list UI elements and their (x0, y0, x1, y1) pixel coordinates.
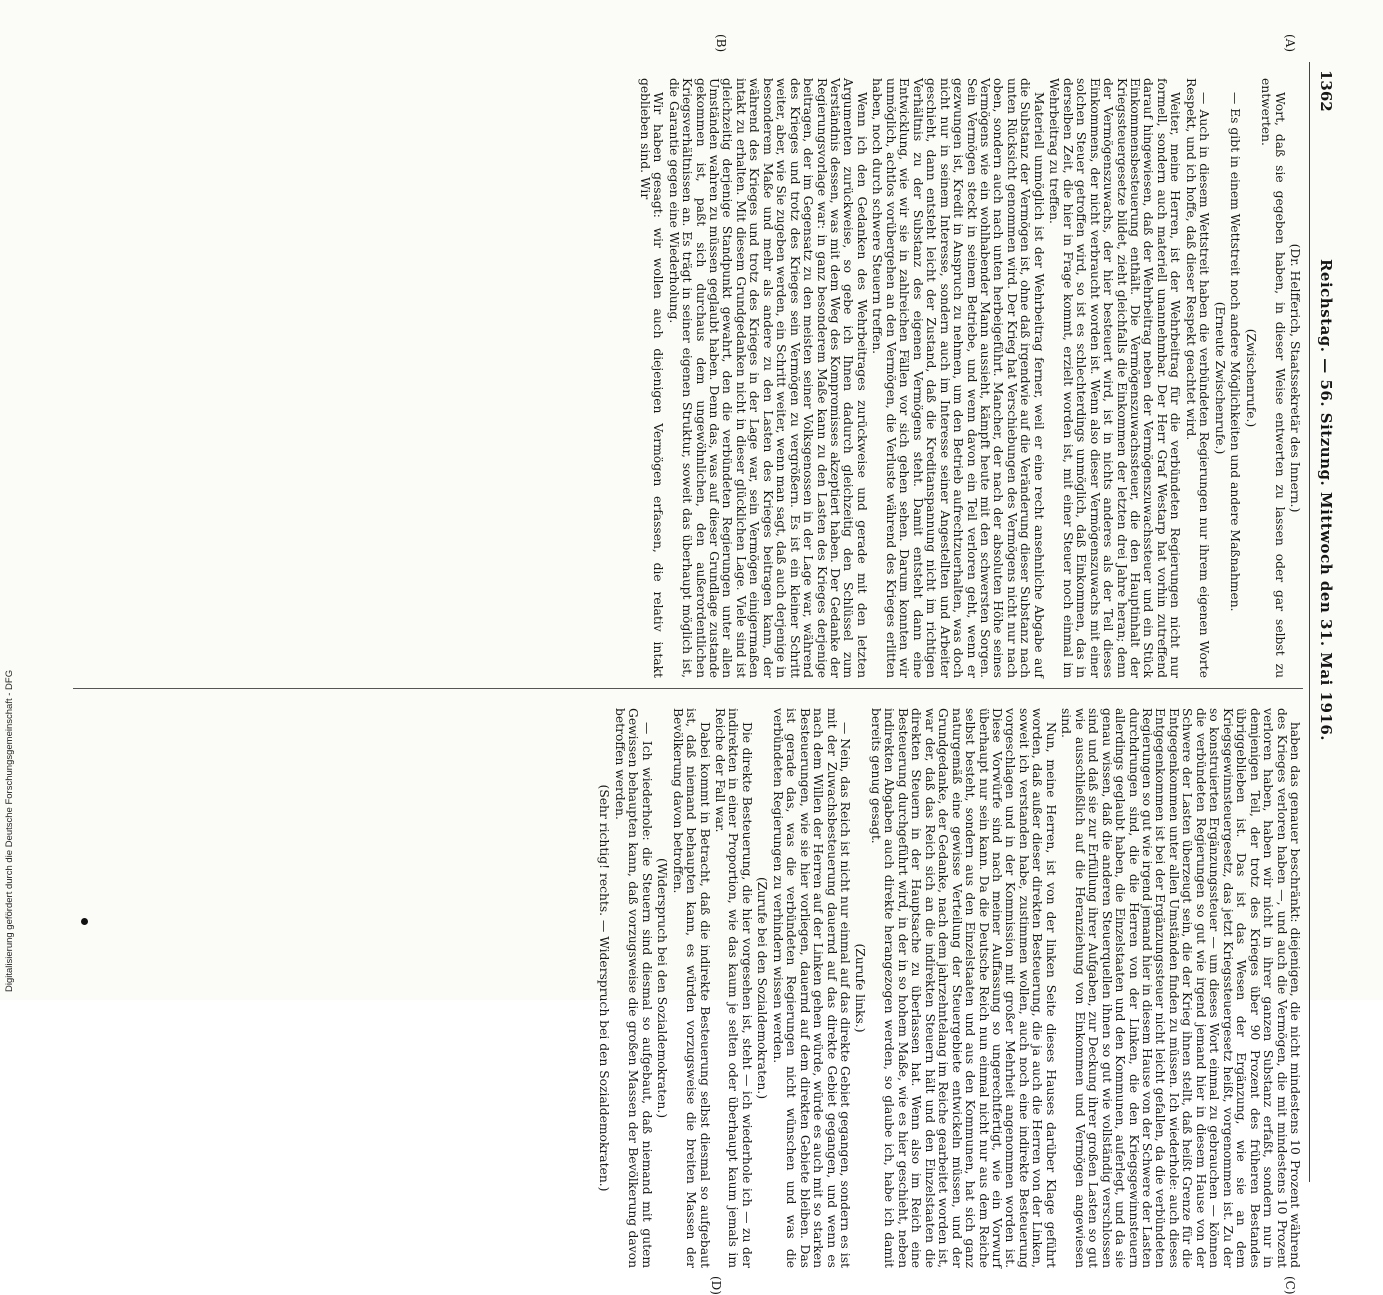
paragraph: — Ich wiederhole: die Steuern sind diesmal so aufgebaut, daß niemand mit gutem Gewissen behaupten kann, daß vorzugsweise die großen Massen der Bevölkerung davon betroffen werden. (612, 708, 654, 1268)
paragraph: Dabei kommt in Betracht, daß die indirekte Besteuerung selbst diesmal so aufgebaut ist, daß niemand behaupten kann, es würden vorzugsweise die breiten Massen der Bevölkerung davon betroffen. (670, 708, 712, 1268)
paragraph: Wort, daß sie gegeben haben, in dieser Weise entwerten zu lassen oder gar selbst zu entwerten. (1259, 78, 1287, 678)
paragraph: (Zurufe links.) (853, 943, 868, 1033)
paragraph: (Zurufe bei den Sozialdemokraten.) (755, 877, 770, 1099)
paragraph: (Erneute Zwischenrufe.) (1212, 301, 1227, 455)
paragraph: Nun, meine Herren, ist von der linken Seite dieses Hauses darüber Klage geführt worden, daß außer dieser direkten Besteuerung, die ja auch die Herren von der Linken, soweit ich verstanden habe, zustimmen wollen, auch noch eine indirekte Besteuerung vorgeschlagen und in der Kommission mit großer Mehrheit angenommen worden ist. Diese Vorwürfe sind nach meiner Auffassung so ungerechtfertigt, wie ein Vorwurf überhaupt nur sein kann. Da die Deutsche Reich nun einmal nicht nur aus dem Reiche selbst besteht, sondern aus den Einzelstaaten und aus den Kommunen, hat sich ganz naturgemäß eine gewisse Verteilung der Steuergebiete entwickeln müssen, und der Grundgedanke, der Gedanke, nach dem jahrzehntelang im Reiche gearbeitet worden ist, war der, daß das Reich sich an die indirekten Steuern hält und den Einzelstaaten die direkten Steuern in der Hauptsache zu überlassen hat. Wenn also im Reich eine Besteuerung durchgeführt wird, in der in so hohem Maße, wie es hier geschieht, neben indirekten Abgaben auch direkte herangezogen werden, so glaube ich, habe ich damit bereits genug gesagt. (868, 708, 1058, 1268)
margin-marker-a: (A) (1283, 34, 1297, 53)
paragraph: — Auch in diesem Wettstreit haben die verbündeten Regierungen nur ihrem eigenen Worte Respekt, und ich hoffe, daß dieser Respekt geachtet wird. (1183, 78, 1212, 678)
paragraph: (Widerspruch bei den Sozialdemokraten.) (655, 857, 670, 1119)
margin-marker-d: (D) (709, 1276, 723, 1295)
paragraph: (Zwischenrufe.) (1243, 328, 1258, 428)
footer-credit: Digitalisierung gefördert durch die Deutsche Forschungsgemeinschaft - DFG (4, 669, 15, 992)
margin-marker-c: (C) (1283, 1276, 1297, 1295)
paragraph: haben das genauer beschränkt: diejenigen, die nicht mindestens 10 Prozent während des Krieges verloren haben —, und auch die Vermögen, die mit mindestens 10 Prozent verloren haben, haben wir nicht in ihrer ganzen Substanz erfaßt, sondern nur in demjenigen Teil, der trotz des Krieges über 90 Prozent des früheren Bestandes übriggeblieben ist. Das ist das Wesen der Ergänzung, wie sie an dem Kriegsgewinnsteuergesetz, das jetzt Kriegssteuergesetz heißt, vorgenommen ist. Zu der so konstruierten Ergänzungssteuer — um dieses Wort einmal zu gebrauchen — können die verbündeten Regierungen so gut wie irgend jemand hier in diesem Hause von der Schwere der Lasten überzeugt sein, die der Krieg ihnen stellt, daß heißt Grenze für die Entgegenkommen unter allen Umständen finden zu müssen. Ich wiederhole: auch dieses Entgegenkommen ist bei der Ergänzungssteuer nicht leicht gefallen, da die verbündeten Regierungen so gut wie irgend jemand hier in diesem Hause von der Schwere der Lasten durchdrungen sind, die die Herren von der Linken, die den Kriegsgewinnsteuern allerdings geglaubt haben, die Einzelstaaten und den Kommunen, auferlegt, und da sie genau wissen, daß die anderen Steuerquellen ihnen so gut wie vollständig verschlossen sind und daß sie zur Erfüllung ihrer Aufgaben, zur Deckung ihrer großen Lasten so gut wie ausschließlich auf die Heranziehung von Einkommen und Vermögen angewiesen sind. (1059, 708, 1302, 1268)
paragraph: Materiell unmöglich ist der Wehrbeitrag ferner, weil er eine recht ansehnliche Abgabe auf die Substanz der Vermögen ist, ohne daß irgendwie auf die Veränderung dieser Substanz nach unten Rücksicht genommen wird. Der Krieg hat Verschiebungen des Vermögens nicht nur nach oben, sondern auch nach unten herbeigeführt. Mancher, der nach der absoluten Höhe seines Vermögens wie ein wohlhabender Mann aussieht, kämpft heute mit den schwersten Sorgen. Sein Vermögen steckt in seinem Betriebe, und wenn davon ein Teil verloren geht, wenn er gezwungen ist, Kredit in Anspruch zu nehmen, um den Betrieb aufrechtzuerhalten, was doch nicht nur in seinem Interesse, sondern auch im Interesse seiner Angestellten und Arbeiter geschieht, dann entsteht leicht der Zustand, daß die Kreditanspannung nicht im richtigen Verhältnis zu der Substanz des eigenen Vermögens steht. Damit entsteht dann eine Entwicklung, wie wir sie in zahlreichen Fällen vor sich gehen sehen. Darum konnten wir unmöglich, achtlos vorübergehen an den Vermögen, die Verluste während des Krieges erlitten haben, noch durch schwere Steuern treffen. (870, 78, 1046, 678)
header-rule (1309, 62, 1310, 1182)
page-title: Reichstag. — 56. Sitzung. Mittwoch den 31. Mai 1916. (1317, 258, 1335, 742)
paragraph: Weiter, meine Herren, ist der Wehrbeitrag für die verbündeten Regierungen nicht nur formell, sondern auch materiell unannehmbar. Der Herr Graf Westarp hat vorhin zutreffend darauf hingewiesen, daß der Wehrbeitrag neben der Vermögenszuwachssteuer und ein Stück Einkommensbesteuerung enthält. Die Vermögenszuwachssteuer, die den Hauptinhalt der Kriegssteuergesetze bildet, zieht gleichfalls die Einkommen der letzten drei Jahre heran; denn der Vermögenszuwachs, der hier besteuert wird, ist in nichts anderes als der Teil dieses Einkommens, der nicht verbraucht worden ist. Wenn also dieser Vermögenszuwachs mit einer solchen Steuer getroffen wird, so ist es schlechterdings unmöglich, daß Einkommen, das in derselben Zeit, die hier in Frage kommt, erzielt worden ist, mit einer Steuer noch einmal im Wehrbeitrag zu treffen. (1047, 78, 1183, 678)
paragraph: (Sehr richtig! rechts. — Widerspruch bei den Sozialdemokraten.) (597, 784, 612, 1192)
right-text-column (595, 708, 1301, 1268)
paragraph: Wenn ich den Gedanken des Wehrbeitrages zurückweise und gerade mit den letzten Argumenten zurückweise, so gebe ich Ihnen dadurch gleichzeitig den Schlüssel zum Verständnis dessen, was mit dem Weg des Kompromisses akzeptiert haben. Der Gedanke der Regierungsvorlage war: in ganz besonderem Maße kann zu den Lasten des Krieges derjenige beitragen, der im Gegensatz zu den meisten seiner Volksgenossen in der Lage war, während des Krieges und trotz des Krieges sein Vermögen zu vergrößern. Es ist ein kleiner Schritt weiter, aber, wie Sie zugeben werden, ein Schritt weiter, wenn man sagt, daß auch derjenige in besonderem Maße und mehr als andere zu den Lasten des Krieges beitragen kann, der während des Krieges und trotz des Krieges in der Lage war, sein Vermögen einigermaßen intakt zu erhalten. Mit diesem Grundgedanken nicht in dieser glücklichen Lage. Viele sind ist gleichzeitig derjenige Standpunkt gewahrt, den die verbündeten Regierungen unter allen Umständen wahren zu müssen geglaubt haben. Denn das, was auf dieser Grundlage zustande gekommen ist, paßt sich durchaus dem ungewöhnlichen, den außerordentlichen Kriegsverhältnissen an. Es trägt in seiner eigenen Struktur, soweit das überhaupt möglich ist, die Garantie gegen eine Wiederholung. (666, 78, 869, 678)
margin-marker-b: (B) (714, 34, 728, 53)
paragraph: — Nein, das Reich ist nicht nur einmal auf das direkte Gebiet gegangen, sondern es ist mit der Zuwachsbesteuerung dauernd auf das direkte Gebiet gegangen, und wenn es nach dem Willen der Herren auf der Linken gehen würde, würde es auch mit so starken Besteuerungen, wie sie hier vorliegen, dauernd auf dem direkten Gebiete bleiben. Das ist gerade das, was die verbündeten Regierungen nicht wünschen und was die verbündeten Regierungen zu verhindern wissen werden. (770, 708, 853, 1268)
footer-strip (0, 0, 20, 1000)
column-divider (73, 688, 1303, 689)
paragraph: (Dr. Helfferich, Staatssekretär des Innern.) (1288, 243, 1302, 513)
paragraph: — Es gibt in einem Wettstreit noch andere Möglichkeiten und andere Maßnahmen. (1228, 92, 1243, 612)
page-header (1311, 0, 1335, 1000)
page-number: 1362 (1317, 70, 1335, 112)
paragraph: Die direkte Besteuerung, die hier vorgesehen ist, steht — ich wiederhole ich — zu der indirekten in einer Proportion, wie das kaum je selten oder überhaupt kaum jemals im Reiche der Fall war. (712, 708, 754, 1268)
paragraph: Wir haben gesagt: wir wollen auch diejenigen Vermögen erfassen, die relativ intakt geblieben sind. Wir (637, 78, 666, 678)
left-text-column (635, 78, 1301, 678)
ink-dot (81, 918, 88, 925)
